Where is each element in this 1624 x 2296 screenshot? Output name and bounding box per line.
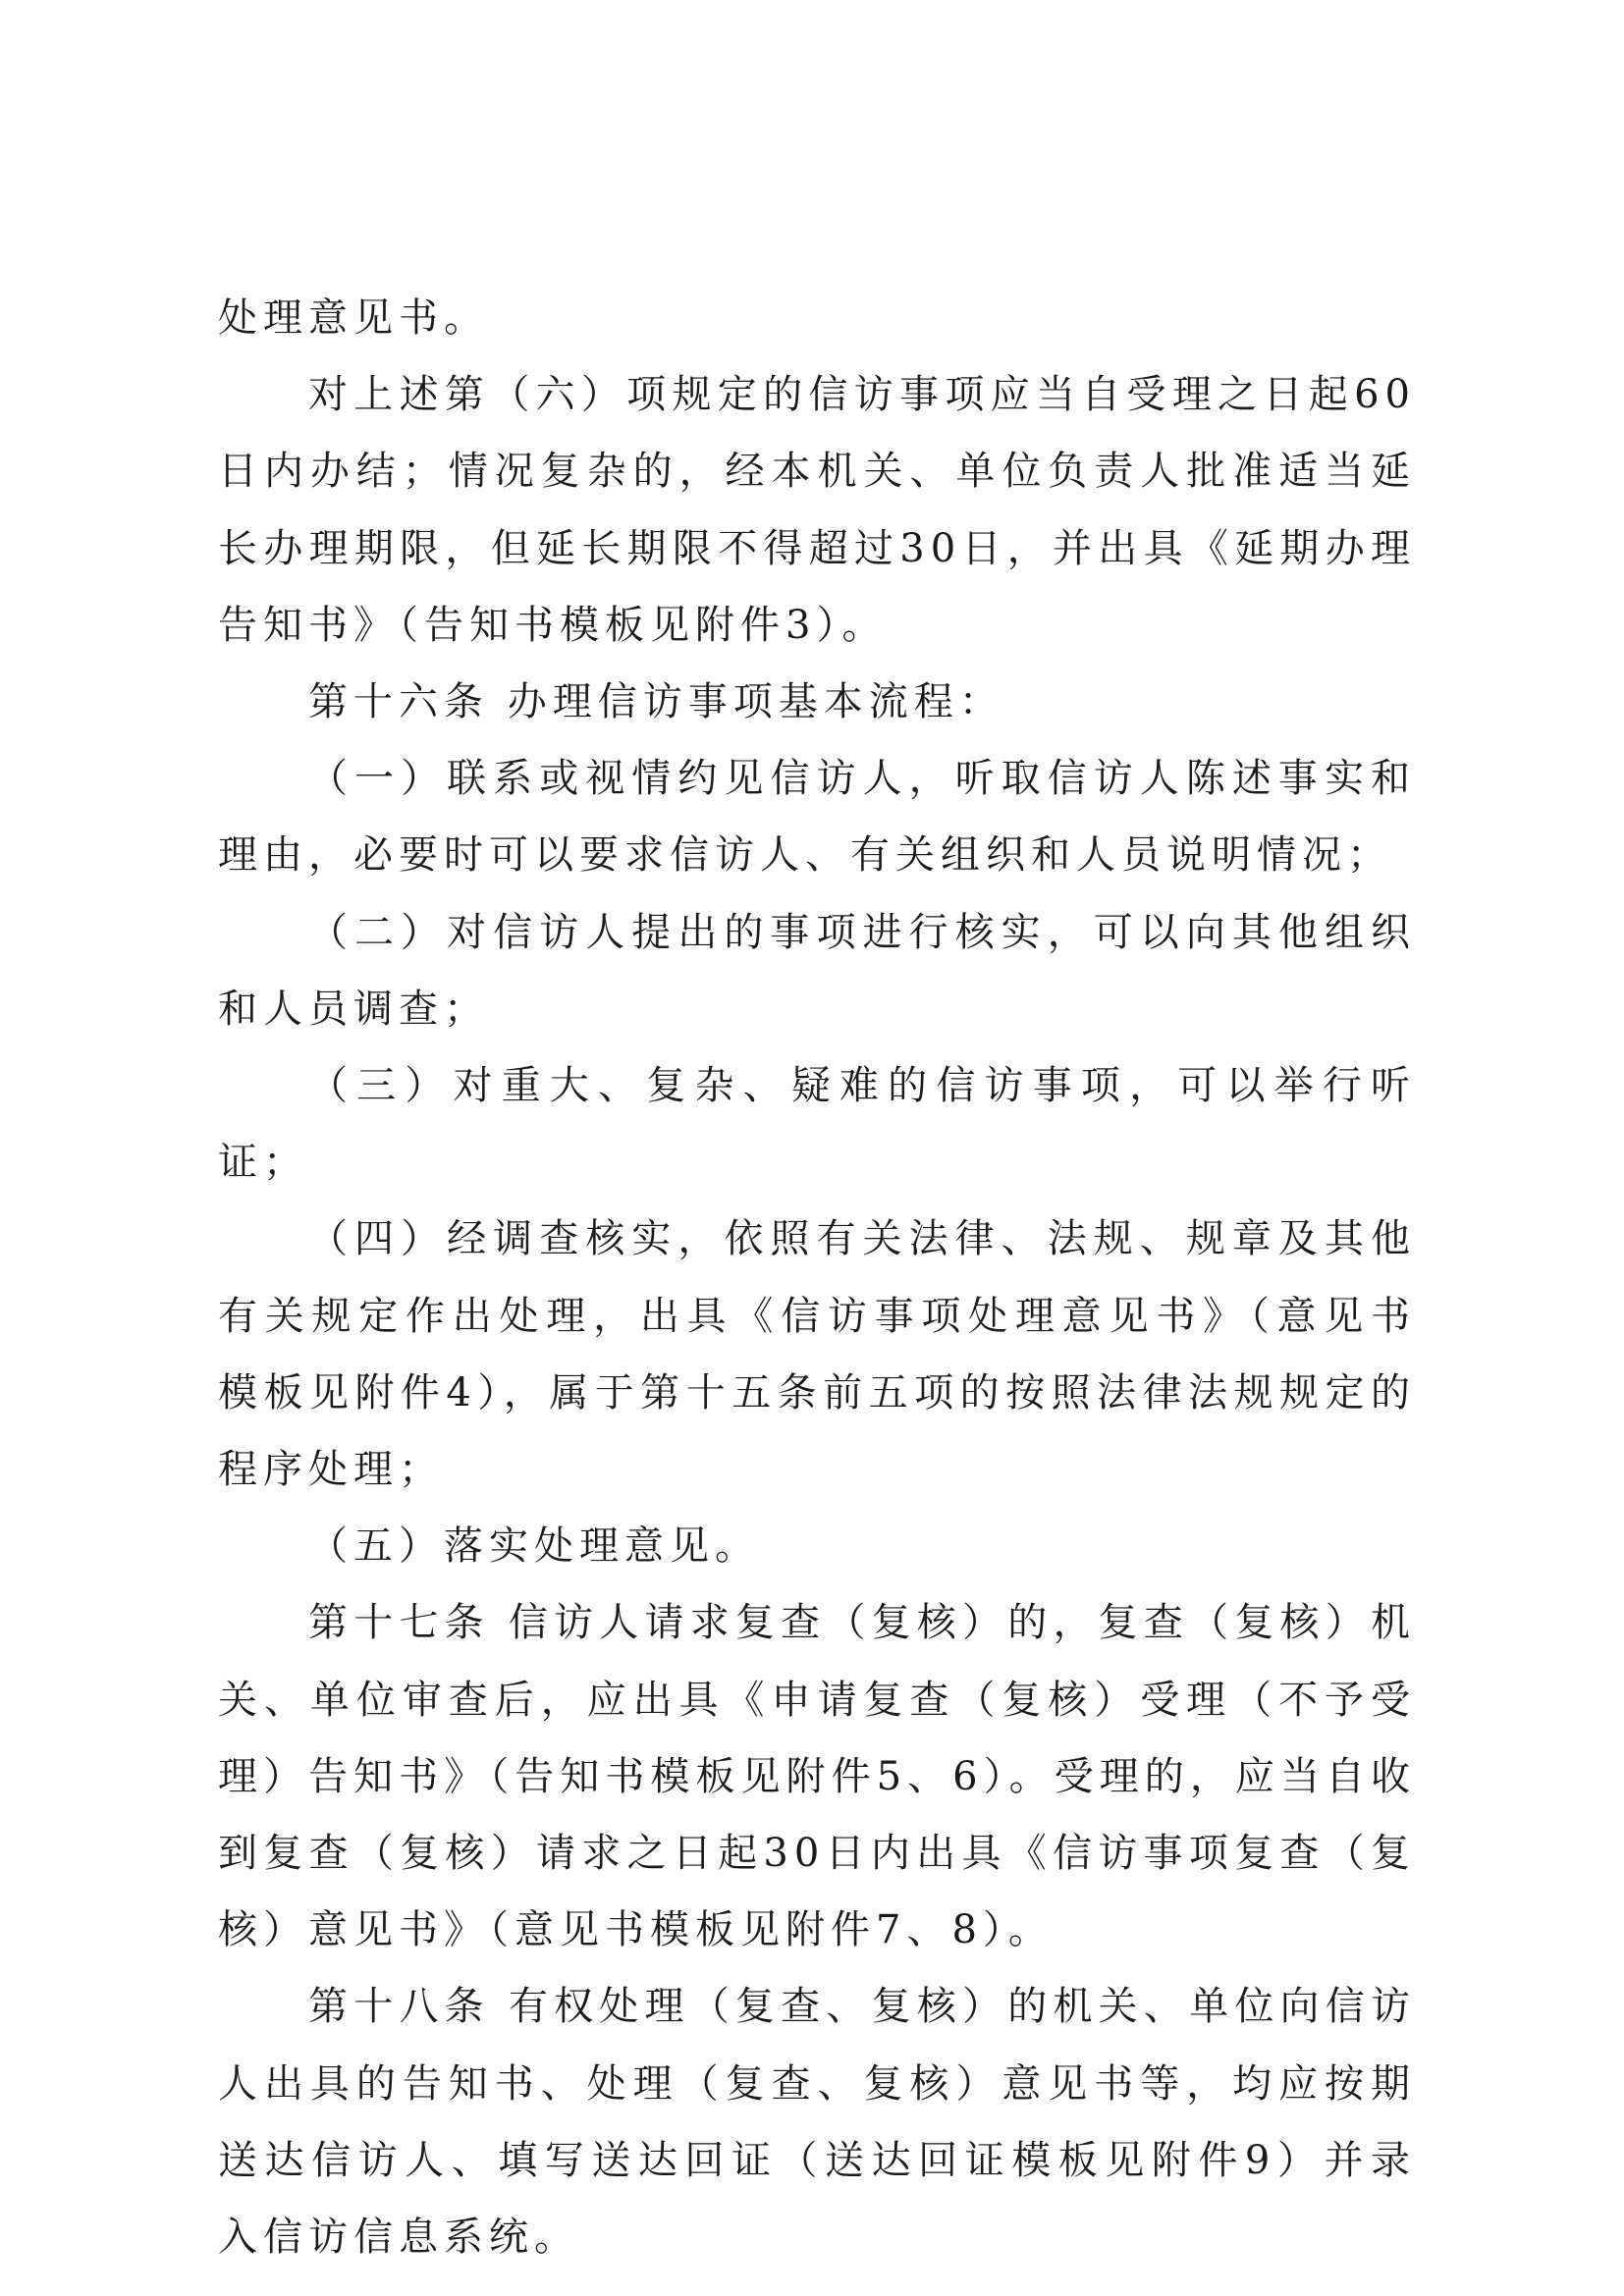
document-body — [218, 280, 1416, 2275]
article-17: 第十七条 信访人请求复查（复核）的，复查（复核）机关、单位审查后，应出具《申请复查（复核）受理（不予受理）告知书》（告知书模板见附件5、6）。受理的，应当自收到复查（复核）请求之日起30日内出具《信访事项复查（复核）意见书》（意见书模板见附件7、8）。 — [218, 1600, 1416, 1953]
article-16-item-3: （三）对重大、复杂、疑难的信访事项，可以举行听证； — [218, 1063, 1416, 1186]
article-16-item-5: （五）落实处理意见。 — [308, 1523, 760, 1570]
article-16-item-1: （一）联系或视情约见信访人，听取信访人陈述事实和理由，必要时可以要求信访人、有关组织和人员说明情况； — [218, 756, 1416, 879]
paragraph-time-limit: 对上述第（六）项规定的信访事项应当自受理之日起60日内办结；情况复杂的，经本机关、单位负责人批准适当延长办理期限，但延长期限不得超过30日，并出具《延期办理告知书》（告知书模板见附件3）。 — [218, 372, 1416, 648]
paragraph-continuation: 处理意见书。 — [218, 295, 489, 341]
article-16-item-4: （四）经调查核实，依照有关法律、法规、规章及其他有关规定作出处理，出具《信访事项处理意见书》（意见书模板见附件4），属于第十五条前五项的按照法律法规规定的程序处理； — [218, 1216, 1416, 1493]
article-16-item-2: （二）对信访人提出的事项进行核实，可以向其他组织和人员调查； — [218, 909, 1416, 1032]
article-16-heading: 第十六条 办理信访事项基本流程： — [308, 679, 1004, 725]
article-18: 第十八条 有权处理（复查、复核）的机关、单位向信访人出具的告知书、处理（复查、复核）意见书等，均应按期送达信访人、填写送达回证（送达回证模板见附件9）并录入信访信息系统。 — [218, 1984, 1416, 2261]
